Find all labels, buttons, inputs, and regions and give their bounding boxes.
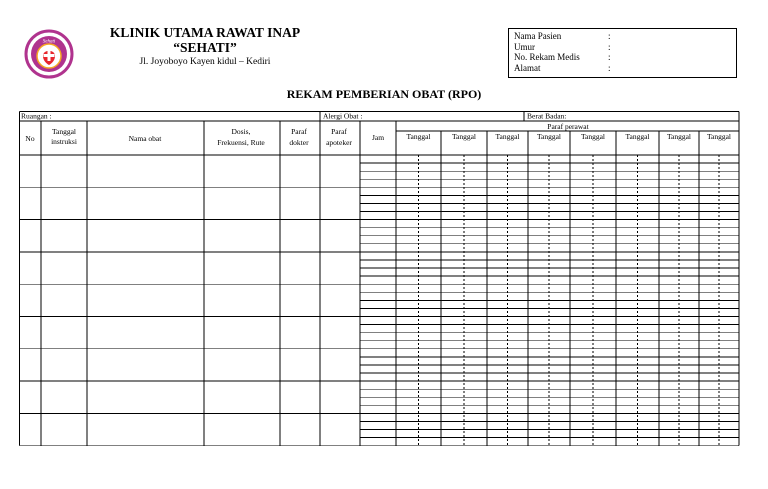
tanggal-headers <box>406 132 731 141</box>
tanggal-header: Tanggal <box>536 132 562 141</box>
table-labels <box>21 112 590 148</box>
header-paraf-dokter-line1: Paraf <box>291 127 307 136</box>
paraf-perawat-label: Paraf perawat <box>547 122 589 131</box>
patient-field-separator: : <box>608 31 611 41</box>
header-nama-obat: Nama obat <box>128 134 162 143</box>
tanggal-header: Tanggal <box>406 132 431 141</box>
tanggal-header: Tanggal <box>625 132 650 141</box>
patient-field-label: Alamat <box>514 62 541 73</box>
tanggal-header: Tanggal <box>580 132 606 141</box>
clinic-address: Jl. Joyoboyo Kayen kidul – Kediri <box>139 57 271 67</box>
header-tanggal-instruksi-line1: Tanggal <box>51 127 77 136</box>
page-title: REKAM PEMBERIAN OBAT (RPO) <box>286 87 482 101</box>
tanggal-header: Tanggal <box>706 132 732 141</box>
tanggal-header: Tanggal <box>666 132 692 141</box>
header-no: No <box>25 134 35 143</box>
clinic-name: KLINIK UTAMA RAWAT INAP <box>109 25 301 40</box>
header-dosis-line2: Frekuensi, Rute <box>217 138 265 147</box>
tanggal-header: Tanggal <box>495 132 520 141</box>
clinic-header <box>100 25 310 68</box>
patient-field-name <box>514 31 736 42</box>
patient-field-separator: : <box>608 41 611 52</box>
patient-field-age <box>514 42 736 53</box>
patient-field-separator: : <box>608 62 611 73</box>
header-paraf-dokter-line2: dokter <box>289 138 309 147</box>
logo-text: Sehati <box>42 39 56 45</box>
patient-field-label: Umur <box>514 41 535 52</box>
header-dosis-line1: Dosis, <box>231 127 251 136</box>
tanggal-header: Tanggal <box>451 132 477 141</box>
patient-field-label: Nama Pasien <box>514 31 562 41</box>
clinic-logo <box>24 29 74 79</box>
ruangan-label: Ruangan : <box>21 111 52 121</box>
header-paraf-apoteker-line2: apoteker <box>326 138 352 147</box>
patient-field-record-number <box>514 52 736 63</box>
patient-field-label: No. Rekam Medis <box>514 52 580 62</box>
alergi-label: Alergi Obat : <box>323 111 363 121</box>
header-tanggal-instruksi-line2: instruksi <box>51 137 77 146</box>
patient-field-separator: : <box>608 52 611 62</box>
medication-record-table <box>19 111 740 448</box>
patient-field-address <box>514 63 736 74</box>
clinic-subtitle: “SEHATI” <box>173 40 237 55</box>
table-grid <box>20 112 740 446</box>
header-paraf-apoteker-line1: Paraf <box>331 127 347 136</box>
berat-badan-label: Berat Badan: <box>527 111 567 121</box>
patient-info-box <box>508 28 737 78</box>
header-jam: Jam <box>371 133 385 142</box>
